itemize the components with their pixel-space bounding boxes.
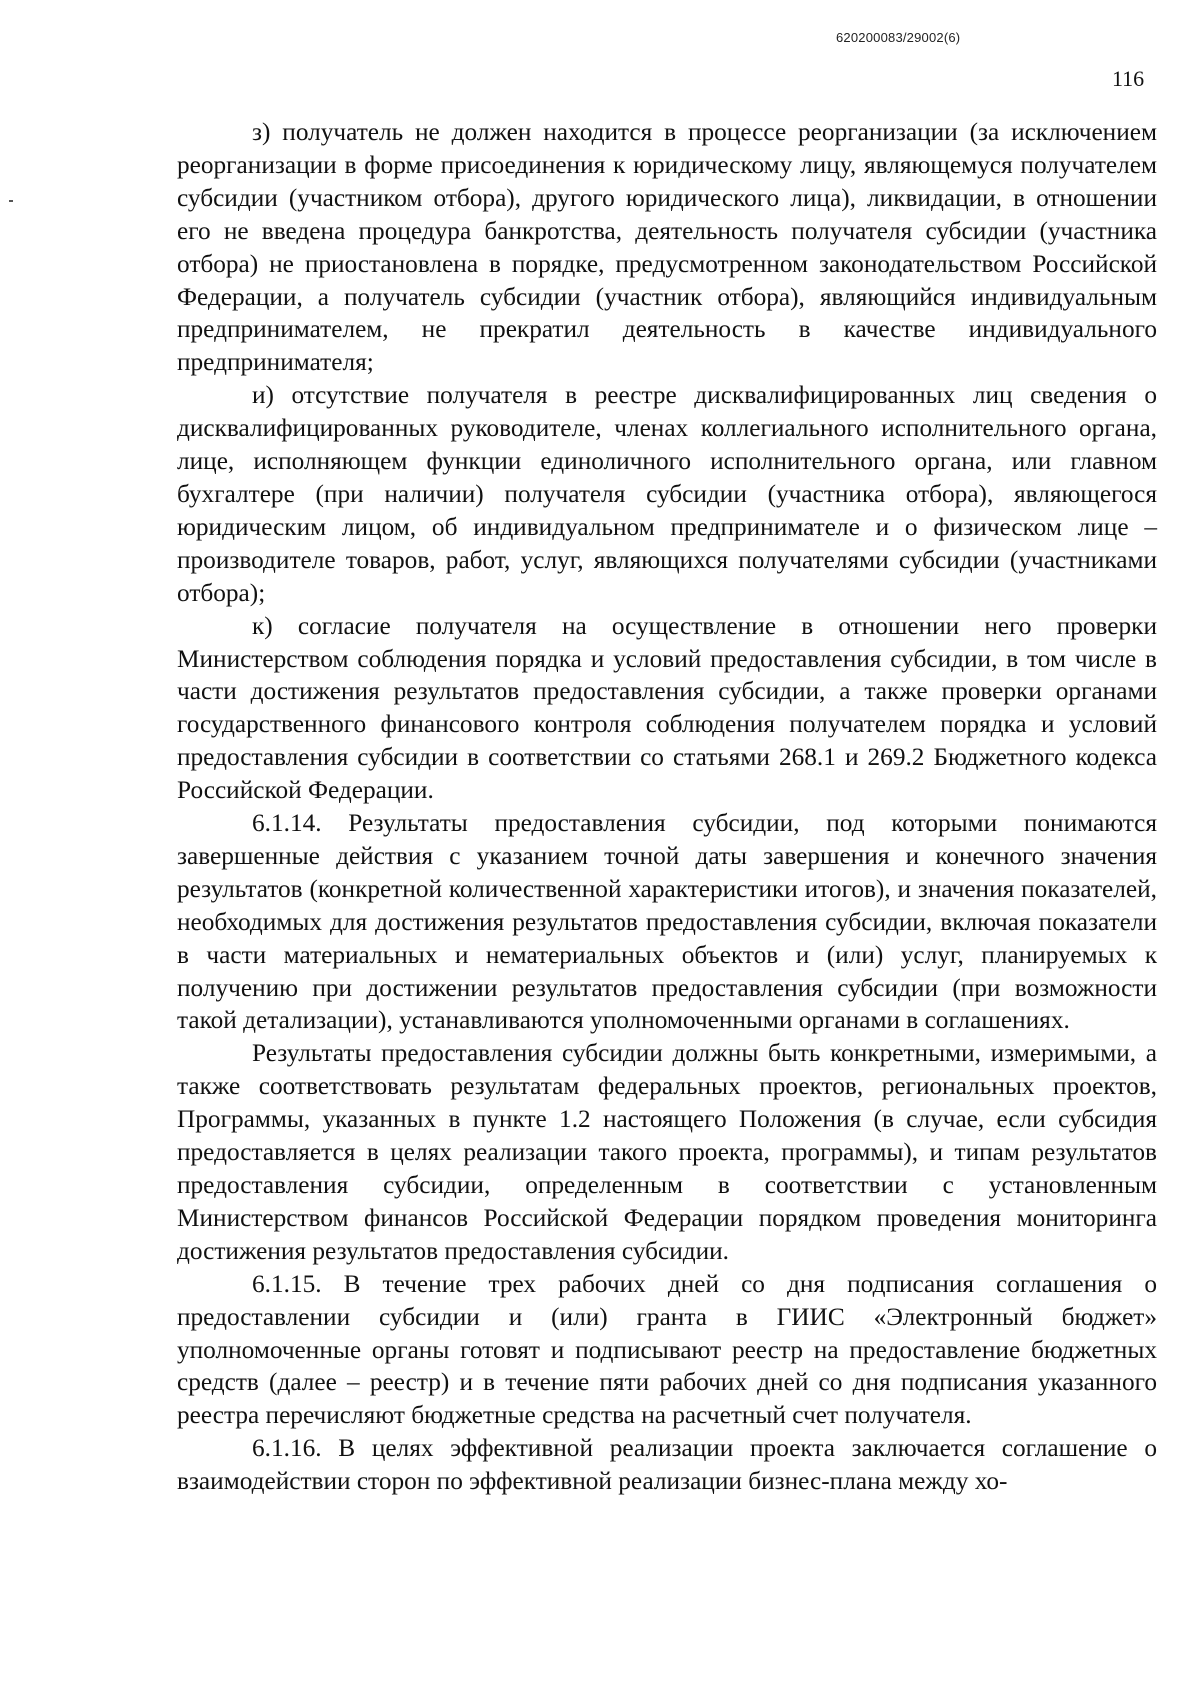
- document-body: [177, 116, 1157, 1498]
- paragraph-z: з) получатель не должен находится в процессе реорганизации (за исключением реорганизации в форме присоединения к юридическому лицу, являющемуся получателем субсидии (участником отбора), другого юридического лица), ликвидации, в отношении его не введена процедура банкротства, деятельность получателя субсидии (участника отбора) не приостановлена в порядке, предусмотренном законодательством Российской Федерации, а получатель субсидии (участник отбора), являющийся индивидуальным предпринимателем, не прекратил деятельность в качестве индивидуального предпринимателя;: [177, 118, 1157, 377]
- paragraph-k: к) согласие получателя на осуществление в отношении него проверки Министерством соблюдения порядка и условий предоставления субсидии, в том числе в части достижения результатов предоставления субсидии, а также проверки органами государственного финансового контроля соблюдения получателем порядка и условий предоставления субсидии в соответствии со статьями 268.1 и 269.2 Бюджетного кодекса Российской Федерации.: [177, 611, 1157, 805]
- paragraph-6-1-16: 6.1.16. В целях эффективной реализации проекта заключается соглашение о взаимодействии сторон по эффективной реализации бизнес-плана между хо-: [177, 1434, 1157, 1496]
- paragraph-6-1-14: 6.1.14. Результаты предоставления субсидии, под которыми понимаются завершенные действия с указанием точной даты завершения и конечного значения результатов (конкретной количественной характеристики итогов), и значения показателей, необходимых для достижения результатов предоставления субсидии, включая показатели в части материальных и нематериальных объектов и (или) услуг, планируемых к получению при достижении результатов предоставления субсидии (при возможности такой детализации), устанавливаются уполномоченными органами в соглашениях.: [177, 809, 1157, 1035]
- paragraph-6-1-15: 6.1.15. В течение трех рабочих дней со дня подписания соглашения о предоставлении субсидии и (или) гранта в ГИИС «Электронный бюджет» уполномоченные органы готовят и подписывают реестр на предоставление бюджетных средств (далее – реестр) и в течение пяти рабочих дней со дня подписания указанного реестра перечисляют бюджетные средства на расчетный счет получателя.: [177, 1269, 1157, 1430]
- scan-margin-mark: [9, 200, 13, 202]
- page-number: 116: [1112, 66, 1145, 91]
- document-code: 620200083/29002(6): [836, 30, 961, 45]
- paragraph-i: и) отсутствие получателя в реестре дисквалифицированных лиц сведения о дисквалифицированных руководителе, членах коллегиального исполнительного органа, лице, исполняющем функции единоличного исполнительного органа, или главном бухгалтере (при наличии) получателя субсидии (участника отбора), являющегося юридическим лицом, об индивидуальном предпринимателе и о физическом лице – производителе товаров, работ, услуг, являющихся получателями субсидии (участниками отбора);: [177, 381, 1157, 607]
- paragraph-results: Результаты предоставления субсидии должны быть конкретными, измеримыми, а также соответствовать результатам федеральных проектов, региональных проектов, Программы, указанных в пункте 1.2 настоящего Положения (в случае, если субсидия предоставляется в целях реализации такого проекта, программы), и типам результатов предоставления субсидии, определенным в соответствии с установленным Министерством финансов Российской Федерации порядком проведения мониторинга достижения результатов предоставления субсидии.: [177, 1039, 1157, 1265]
